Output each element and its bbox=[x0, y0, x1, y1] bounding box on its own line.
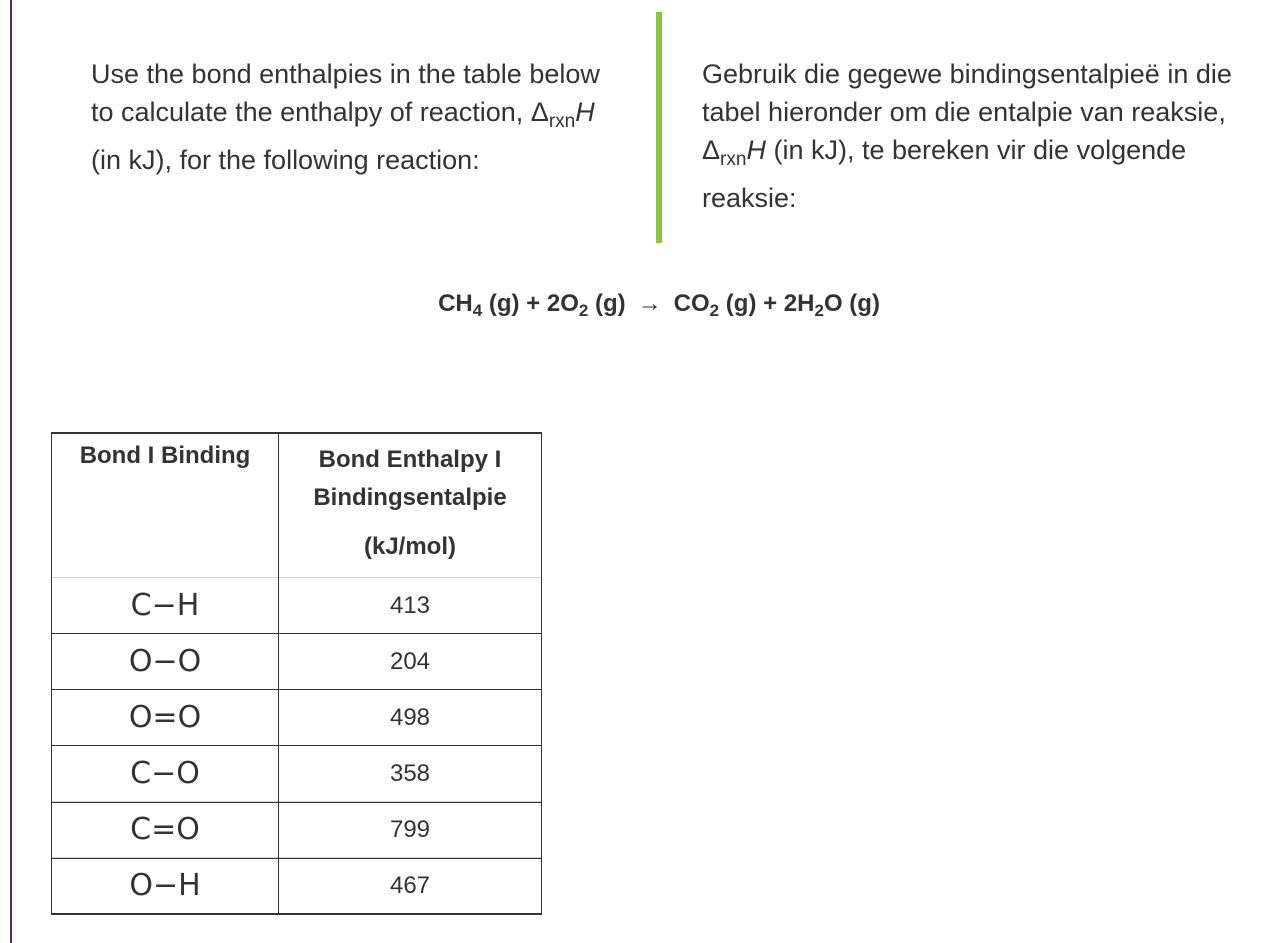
table-border-right bbox=[541, 432, 542, 915]
subscript: 4 bbox=[472, 301, 483, 320]
instructions-english bbox=[91, 55, 611, 179]
subscript: 2 bbox=[709, 301, 720, 320]
table-row bbox=[52, 746, 542, 802]
table-header-row bbox=[52, 433, 542, 578]
header-enthalpy-label-af: Bindingsentalpie bbox=[313, 484, 507, 511]
table-border-top bbox=[51, 432, 542, 434]
methane-formula: CH bbox=[438, 290, 473, 317]
equation-term: (g) bbox=[588, 290, 626, 317]
enthalpy-symbol: H bbox=[746, 135, 766, 165]
rxn-subscript: rxn bbox=[548, 111, 576, 132]
header-unit: (kJ/mol) bbox=[363, 533, 456, 560]
delta-symbol: Δ bbox=[530, 97, 549, 127]
enthalpy-symbol: H bbox=[575, 97, 595, 127]
table-row bbox=[52, 802, 542, 858]
reaction-equation bbox=[0, 290, 1287, 321]
table-row-divider bbox=[51, 689, 542, 690]
equation-term: O bbox=[823, 290, 843, 317]
column-divider bbox=[656, 12, 662, 243]
table-row bbox=[52, 634, 542, 690]
bond-cell: O−O bbox=[52, 634, 279, 690]
left-border bbox=[10, 0, 12, 943]
instructions-text-end: (in kJ), for the following reaction: bbox=[91, 145, 480, 175]
header-enthalpy bbox=[279, 433, 542, 578]
header-bond bbox=[52, 433, 279, 578]
enthalpy-cell: 498 bbox=[279, 690, 542, 746]
table-row bbox=[52, 858, 542, 914]
bond-cell: O=O bbox=[52, 690, 279, 746]
reaction-arrow-icon: → bbox=[637, 290, 662, 317]
equation-term: (g) bbox=[842, 290, 880, 317]
subscript: 2 bbox=[578, 301, 589, 320]
table-row bbox=[52, 690, 542, 746]
delta-symbol: Δ bbox=[702, 135, 721, 165]
enthalpy-cell: 204 bbox=[279, 634, 542, 690]
bond-cell: O−H bbox=[52, 858, 279, 914]
bond-enthalpy-table bbox=[51, 432, 542, 914]
table-row-divider bbox=[51, 858, 542, 859]
bond-cell: C=O bbox=[52, 802, 279, 858]
bond-cell: C−H bbox=[52, 578, 279, 634]
equation-term: (g) + 2H bbox=[719, 290, 815, 317]
table-border-middle bbox=[278, 432, 279, 915]
enthalpy-cell: 413 bbox=[279, 578, 542, 634]
equation-term: (g) + 2O bbox=[482, 290, 579, 317]
enthalpy-cell: 358 bbox=[279, 746, 542, 802]
table-border-bottom bbox=[51, 913, 542, 915]
instructions-afrikaans bbox=[702, 55, 1247, 217]
table-border-left bbox=[51, 432, 52, 915]
header-bond-label: Bond I Binding bbox=[79, 442, 251, 469]
enthalpy-cell: 467 bbox=[279, 858, 542, 914]
instructions-text: Use the bond enthalpies in the table below to calculate the enthalpy of reaction, bbox=[91, 59, 600, 127]
enthalpy-cell: 799 bbox=[279, 802, 542, 858]
carbon-dioxide-formula: CO bbox=[673, 290, 710, 317]
table-row bbox=[52, 578, 542, 634]
table-row-divider bbox=[51, 802, 542, 803]
table-row-divider bbox=[51, 745, 542, 746]
bond-cell: C−O bbox=[52, 746, 279, 802]
header-enthalpy-label: Bond Enthalpy I bbox=[318, 446, 502, 473]
table-row-divider bbox=[51, 633, 542, 634]
instructions-text-end: (in kJ), te bereken vir die volgende reaksie: bbox=[702, 135, 1187, 213]
instructions-text: Gebruik die gegewe bindingsentalpieë in die tabel hieronder om die entalpie van reaksie, bbox=[702, 59, 1232, 127]
rxn-subscript: rxn bbox=[720, 149, 747, 170]
subscript: 2 bbox=[814, 301, 824, 320]
